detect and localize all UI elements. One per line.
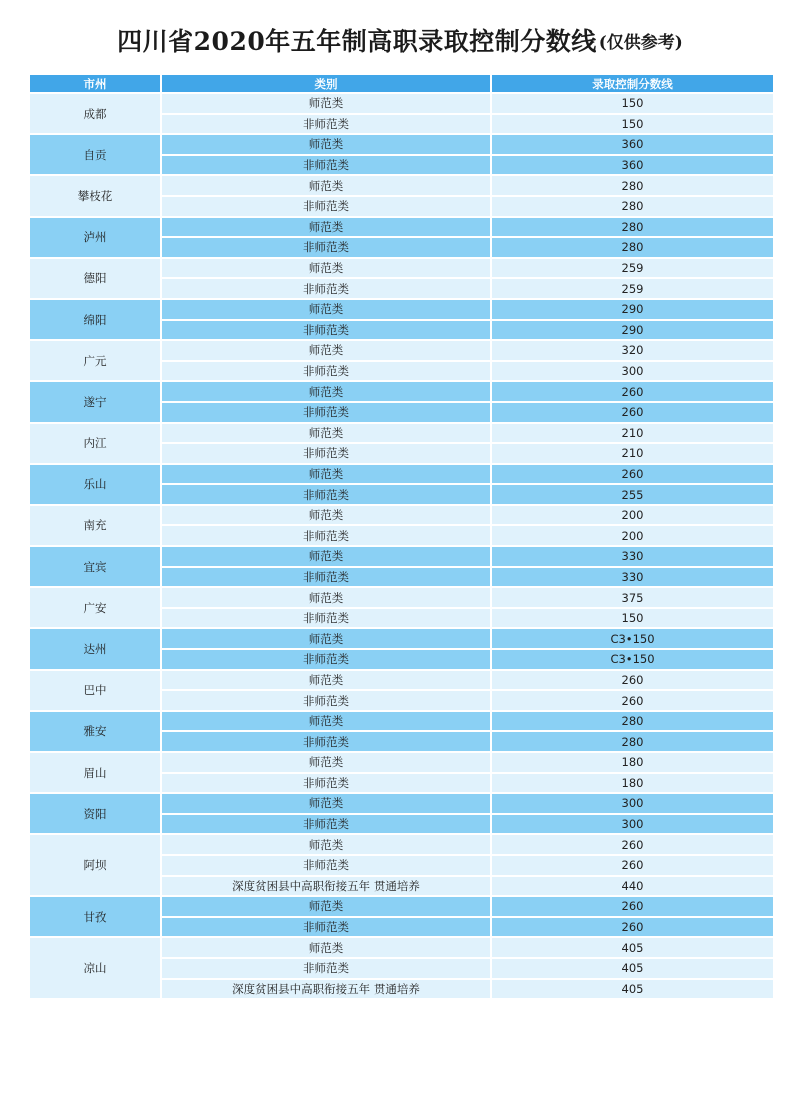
table-row — [29, 464, 774, 485]
table-row — [29, 381, 774, 402]
city-cell: 宜宾 — [29, 546, 161, 587]
score-cell: 260 — [491, 381, 774, 402]
category-cell: 非师范类 — [161, 114, 491, 135]
city-cell: 达州 — [29, 628, 161, 669]
score-cell: 320 — [491, 340, 774, 361]
score-cell: 150 — [491, 608, 774, 629]
category-cell: 非师范类 — [161, 278, 491, 299]
table-row — [29, 793, 774, 814]
score-cell: 280 — [491, 217, 774, 238]
title-main: 四川省2020年五年制高职录取控制分数线 — [117, 27, 597, 56]
city-cell: 阿坝 — [29, 834, 161, 896]
score-cell: 150 — [491, 114, 774, 135]
score-cell: 290 — [491, 320, 774, 341]
city-cell: 甘孜 — [29, 896, 161, 937]
score-cell: 200 — [491, 525, 774, 546]
score-cell: 280 — [491, 711, 774, 732]
city-cell: 自贡 — [29, 134, 161, 175]
score-cell: 405 — [491, 937, 774, 958]
score-cell: 280 — [491, 237, 774, 258]
score-cell: 260 — [491, 855, 774, 876]
category-cell: 师范类 — [161, 937, 491, 958]
category-cell: 非师范类 — [161, 608, 491, 629]
category-cell: 深度贫困县中高职衔接五年 贯通培养 — [161, 979, 491, 1000]
category-cell: 师范类 — [161, 381, 491, 402]
header-category: 类别 — [161, 74, 491, 93]
city-cell: 乐山 — [29, 464, 161, 505]
city-cell: 雅安 — [29, 711, 161, 752]
category-cell: 非师范类 — [161, 443, 491, 464]
score-cell: 255 — [491, 484, 774, 505]
category-cell: 非师范类 — [161, 773, 491, 794]
table-row — [29, 505, 774, 526]
category-cell: 非师范类 — [161, 690, 491, 711]
city-cell: 遂宁 — [29, 381, 161, 422]
score-cell: 300 — [491, 814, 774, 835]
table-row — [29, 752, 774, 773]
table-row — [29, 93, 774, 114]
category-cell: 师范类 — [161, 134, 491, 155]
category-cell: 非师范类 — [161, 237, 491, 258]
score-cell: 280 — [491, 731, 774, 752]
category-cell: 非师范类 — [161, 855, 491, 876]
category-cell: 非师范类 — [161, 567, 491, 588]
page-title — [0, 22, 800, 58]
table-row — [29, 546, 774, 567]
score-cell: C3•150 — [491, 649, 774, 670]
category-cell: 师范类 — [161, 258, 491, 279]
city-cell: 巴中 — [29, 670, 161, 711]
category-cell: 师范类 — [161, 752, 491, 773]
category-cell: 师范类 — [161, 793, 491, 814]
score-cell: 300 — [491, 361, 774, 382]
score-cell: 375 — [491, 587, 774, 608]
city-cell: 攀枝花 — [29, 175, 161, 216]
table-row — [29, 628, 774, 649]
score-cell: 260 — [491, 670, 774, 691]
city-cell: 南充 — [29, 505, 161, 546]
score-cell: 210 — [491, 423, 774, 444]
table-row — [29, 217, 774, 238]
category-cell: 非师范类 — [161, 361, 491, 382]
category-cell: 师范类 — [161, 175, 491, 196]
score-cell: 330 — [491, 546, 774, 567]
category-cell: 深度贫困县中高职衔接五年 贯通培养 — [161, 876, 491, 897]
table-row — [29, 670, 774, 691]
score-cell: 259 — [491, 278, 774, 299]
city-cell: 德阳 — [29, 258, 161, 299]
score-cell: 290 — [491, 299, 774, 320]
city-cell: 内江 — [29, 423, 161, 464]
category-cell: 师范类 — [161, 711, 491, 732]
table-row — [29, 587, 774, 608]
table-row — [29, 896, 774, 917]
city-cell: 凉山 — [29, 937, 161, 999]
score-cell: 150 — [491, 93, 774, 114]
score-cell: 260 — [491, 917, 774, 938]
city-cell: 眉山 — [29, 752, 161, 793]
category-cell: 非师范类 — [161, 958, 491, 979]
title-note: (仅供参考) — [598, 32, 683, 53]
score-cell: 260 — [491, 896, 774, 917]
category-cell: 非师范类 — [161, 484, 491, 505]
category-cell: 非师范类 — [161, 402, 491, 423]
category-cell: 师范类 — [161, 546, 491, 567]
score-cell: 210 — [491, 443, 774, 464]
table-row — [29, 258, 774, 279]
table-row — [29, 175, 774, 196]
score-cell: 405 — [491, 979, 774, 1000]
category-cell: 师范类 — [161, 299, 491, 320]
category-cell: 非师范类 — [161, 731, 491, 752]
category-cell: 非师范类 — [161, 320, 491, 341]
score-cell: 259 — [491, 258, 774, 279]
score-cell: 330 — [491, 567, 774, 588]
category-cell: 师范类 — [161, 340, 491, 361]
score-cell: 180 — [491, 773, 774, 794]
category-cell: 师范类 — [161, 505, 491, 526]
category-cell: 师范类 — [161, 628, 491, 649]
city-cell: 广元 — [29, 340, 161, 381]
score-cell: 260 — [491, 834, 774, 855]
table-row — [29, 423, 774, 444]
score-cell: 280 — [491, 175, 774, 196]
category-cell: 师范类 — [161, 670, 491, 691]
header-score: 录取控制分数线 — [491, 74, 774, 93]
category-cell: 非师范类 — [161, 155, 491, 176]
category-cell: 师范类 — [161, 93, 491, 114]
table-body — [29, 93, 774, 999]
table-row — [29, 834, 774, 855]
score-cell: 280 — [491, 196, 774, 217]
score-cell: 260 — [491, 402, 774, 423]
table-row — [29, 134, 774, 155]
category-cell: 非师范类 — [161, 525, 491, 546]
header-city: 市州 — [29, 74, 161, 93]
table-row — [29, 937, 774, 958]
table-header-row — [29, 74, 774, 93]
score-table — [28, 73, 775, 1000]
category-cell: 非师范类 — [161, 814, 491, 835]
score-cell: 180 — [491, 752, 774, 773]
city-cell: 成都 — [29, 93, 161, 134]
table-row — [29, 711, 774, 732]
score-cell: 360 — [491, 155, 774, 176]
score-cell: 360 — [491, 134, 774, 155]
score-cell: C3•150 — [491, 628, 774, 649]
score-cell: 260 — [491, 690, 774, 711]
table-row — [29, 299, 774, 320]
score-cell: 440 — [491, 876, 774, 897]
score-cell: 200 — [491, 505, 774, 526]
category-cell: 非师范类 — [161, 196, 491, 217]
city-cell: 绵阳 — [29, 299, 161, 340]
category-cell: 非师范类 — [161, 649, 491, 670]
category-cell: 师范类 — [161, 834, 491, 855]
city-cell: 广安 — [29, 587, 161, 628]
category-cell: 师范类 — [161, 464, 491, 485]
score-cell: 260 — [491, 464, 774, 485]
city-cell: 泸州 — [29, 217, 161, 258]
category-cell: 师范类 — [161, 423, 491, 444]
score-cell: 405 — [491, 958, 774, 979]
category-cell: 师范类 — [161, 587, 491, 608]
score-cell: 300 — [491, 793, 774, 814]
category-cell: 师范类 — [161, 896, 491, 917]
city-cell: 资阳 — [29, 793, 161, 834]
category-cell: 师范类 — [161, 217, 491, 238]
table-row — [29, 340, 774, 361]
category-cell: 非师范类 — [161, 917, 491, 938]
